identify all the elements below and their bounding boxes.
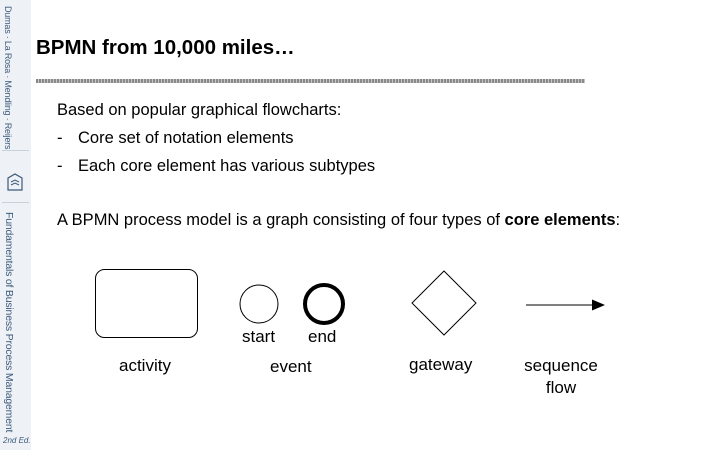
intro-text: Based on popular graphical flowcharts: <box>57 101 342 119</box>
gateway-shape <box>412 271 476 335</box>
sidebar-authors: Dumas · La Rosa · Mendling · Reijers <box>3 6 13 150</box>
slide-title: BPMN from 10,000 miles… <box>36 36 295 59</box>
sidebar-edition: 2nd Ed. <box>3 436 31 445</box>
statement-bold: core elements <box>504 211 616 229</box>
gateway-label: gateway <box>409 355 473 374</box>
start-label: start <box>242 327 276 346</box>
sequence-flow-arrowhead <box>592 300 605 311</box>
sidebar-book-title: Fundamentals of Business Process Management <box>3 212 15 433</box>
activity-label: activity <box>119 356 171 375</box>
end-label: end <box>308 327 337 346</box>
bullet-text: Each core element has various subtypes <box>78 157 376 175</box>
event-label: event <box>270 357 312 376</box>
sequence-flow-label <box>516 355 606 399</box>
activity-shape <box>96 270 198 338</box>
end-event-shape <box>305 285 343 323</box>
sequence-flow-label-line: flow <box>545 378 577 397</box>
sequence-flow-label-line: sequence <box>524 356 598 375</box>
bullet-text: Core set of notation elements <box>78 129 294 147</box>
start-event-shape <box>240 285 278 323</box>
statement-suffix: : <box>615 211 621 229</box>
statement-prefix: A BPMN process model is a graph consisting of four types of <box>57 211 505 229</box>
bullet-dash: - <box>57 157 63 175</box>
bullet-dash: - <box>57 129 63 147</box>
